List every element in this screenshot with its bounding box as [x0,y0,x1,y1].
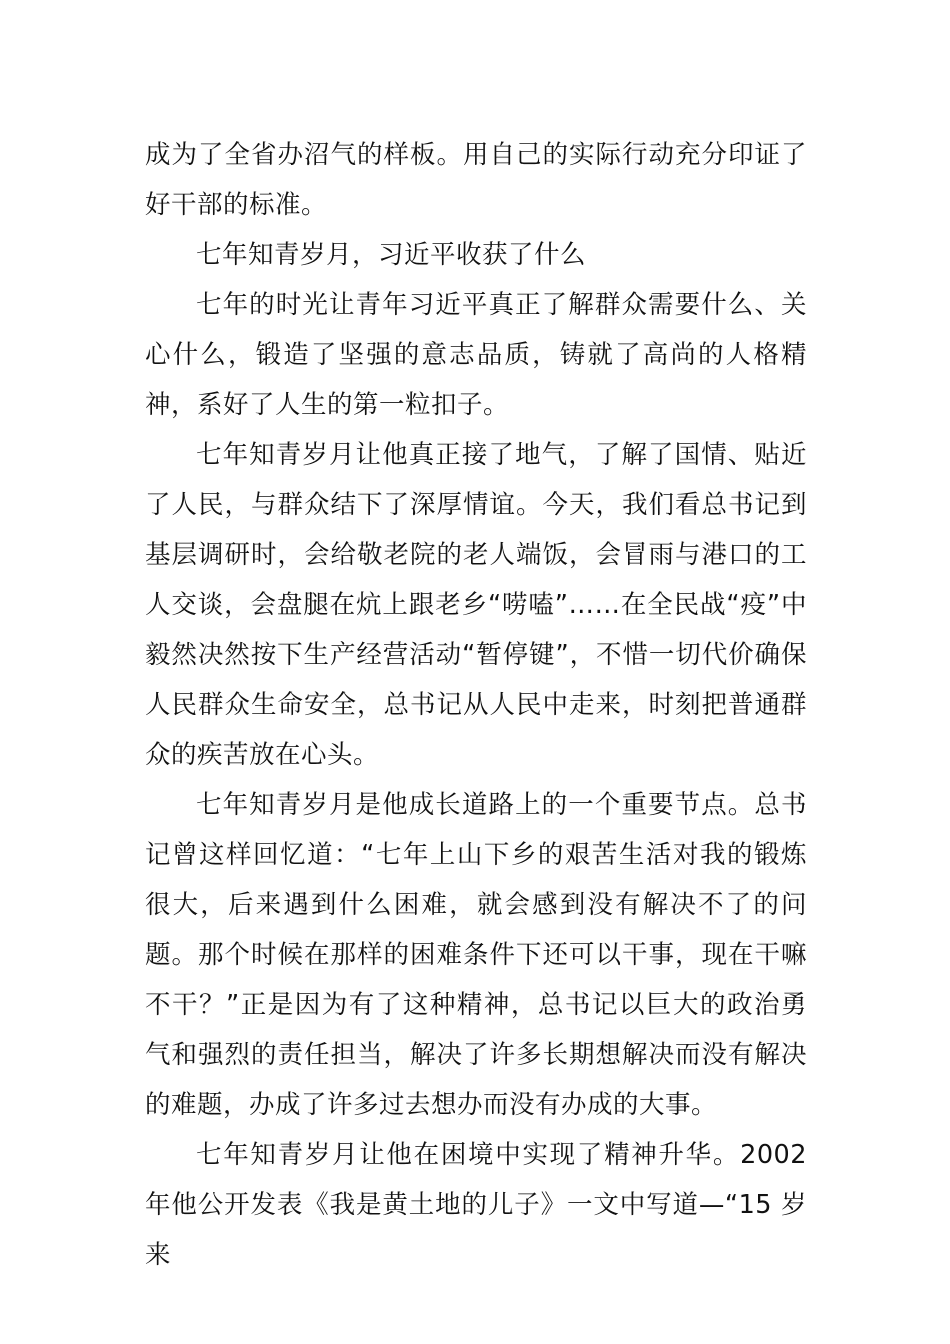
document-body [145,130,807,1280]
paragraph-1: 成为了全省办沼气的样板。用自己的实际行动充分印证了好干部的标准。 [145,140,807,220]
section-heading: 七年知青岁月，习近平收获了什么 [196,240,587,270]
paragraph-5: 七年知青岁月让他在困境中实现了精神升华。2002 年他公开发表《我是黄土地的儿子》一文中写道—“15 岁来 [145,1140,807,1270]
paragraph-2: 七年的时光让青年习近平真正了解群众需要什么、关心什么，锻造了坚强的意志品质，铸就了高尚的人格精神，系好了人生的第一粒扣子。 [145,290,807,420]
paragraph-4: 七年知青岁月是他成长道路上的一个重要节点。总书记曾这样回忆道：“七年上山下乡的艰苦生活对我的锻炼很大，后来遇到什么困难，就会感到没有解决不了的问题。那个时候在那样的困难条件下还可以干事，现在干嘛不干？”正是因为有了这种精神，总书记以巨大的政治勇气和强烈的责任担当，解决了许多长期想解决而没有解决的难题，办成了许多过去想办而没有办成的大事。 [145,790,807,1120]
paragraph-3: 七年知青岁月让他真正接了地气，了解了国情、贴近了人民，与群众结下了深厚情谊。今天，我们看总书记到基层调研时，会给敬老院的老人端饭，会冒雨与港口的工人交谈，会盘腿在炕上跟老乡“唠嗑”……在全民战“疫”中毅然决然按下生产经营活动“暂停键”，不惜一切代价确保人民群众生命安全，总书记从人民中走来，时刻把普通群众的疾苦放在心头。 [145,440,807,770]
